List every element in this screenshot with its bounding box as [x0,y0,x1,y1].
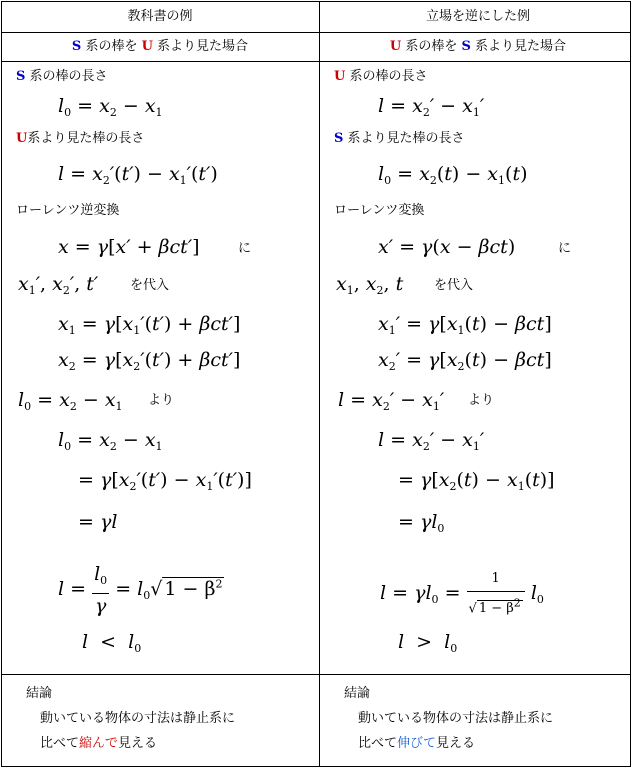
left-eq-l0: $l_0 = x_2 - x_1$ [58,95,163,119]
conclusion-title-right: 結論 [344,686,371,701]
right-ni: に [558,241,572,256]
u-letter: U [141,39,153,54]
right-eq-l-from: $l = x_2' - x_1'$ [338,389,445,413]
left-heading-rest-length: S 系の棒の長さ [16,69,108,84]
left-eq-inverse-transform: x = γ[x′ + βct′] [58,236,200,258]
left-ni: に [238,241,252,256]
right-heading-lorentz: ローレンツ変換 [334,203,425,218]
conclusion-right-line2: 比べて伸びて見える [358,736,476,751]
left-eq-l0-step2: = $\gamma[x_2'(t') - x_1'(t')]$ [78,469,252,493]
s-letter: S [71,39,82,54]
right-eq-dilation: $l = \gamma l_0$ = $\frac{1}{√ 1 - \beta^2}$ $l_0$ [380,567,544,621]
right-heading-seen-length: S 系より見た棒の長さ [334,131,465,146]
subheader-right: U 系の棒を S 系より見た場合 [389,39,567,54]
left-eq-l0-step1: $l_0 = x_2 - x_1$ [58,429,163,453]
conclusion-divider [2,674,630,675]
right-eq-l-step2: = $\gamma[x_2(t) - x_1(t)]$ [398,469,555,493]
conclusion-left-line2: 比べて縮んで見える [40,736,158,751]
left-eq-l0-from: $l_0 = x_2 - x_1$ [18,389,123,413]
s-letter: S [461,39,471,54]
right-eq-l-step1: $l = x_2' - x_1'$ [378,429,485,453]
subheader-left: S 系の棒を U 系より見た場合 [71,39,249,54]
right-eq-x2: $x_2' = \gamma[x_2(t) - \beta ct]$ [378,349,552,373]
left-eq-contraction: l = $\frac{l_0}{\gamma}$ = $l_0√$ $1 - \beta^2$ [58,563,223,617]
right-heading-rest-length: U 系の棒の長さ [334,69,428,84]
left-dainyu: を代入 [130,278,170,293]
left-eq-l0-step3: = γl [78,511,118,533]
left-heading-seen-length: U系より見た棒の長さ [16,131,145,146]
column-divider [319,2,320,766]
left-eq-x1: $x_1 = \gamma[x_1'(t') + \beta ct']$ [58,313,241,337]
left-heading-lorentz: ローレンツ逆変換 [16,203,120,218]
header-left: 教科書の例 [127,9,193,24]
right-eq-result: $l > l_0$ [398,631,458,655]
left-eq-substitute: $x_1'$, $x_2'$, t′ [18,273,99,297]
right-eq-transform: x′ = γ(x − βct) [378,236,516,258]
comparison-table [1,1,631,767]
left-eq-x2: $x_2 = \gamma[x_2'(t') + \beta ct']$ [58,349,241,373]
right-eq-l0: $l_0 = x_2(t) - x_1(t)$ [378,163,528,187]
right-yori: より [468,393,495,408]
u-letter: U [389,39,402,54]
conclusion-title-left: 結論 [26,686,53,701]
subheader-divider [2,61,630,62]
header-right: 立場を逆にした例 [425,9,530,24]
right-eq-x1: $x_1' = \gamma[x_1(t) - \beta ct]$ [378,313,552,337]
left-yori: より [148,393,175,408]
right-eq-substitute: $x_1$, $x_2$, t [336,273,404,297]
right-dainyu: を代入 [434,278,474,293]
conclusion-right-line1: 動いている物体の寸法は静止系に [358,711,554,726]
right-eq-l-step3: = $\gamma l_0$ [398,511,445,535]
left-eq-result: $l < l_0$ [82,631,142,655]
conclusion-left-line1: 動いている物体の寸法は静止系に [40,711,236,726]
right-eq-l: $l = x_2' - x_1'$ [378,95,485,119]
left-eq-l: $l = x_2'(t') - x_1'(t')$ [58,163,218,187]
